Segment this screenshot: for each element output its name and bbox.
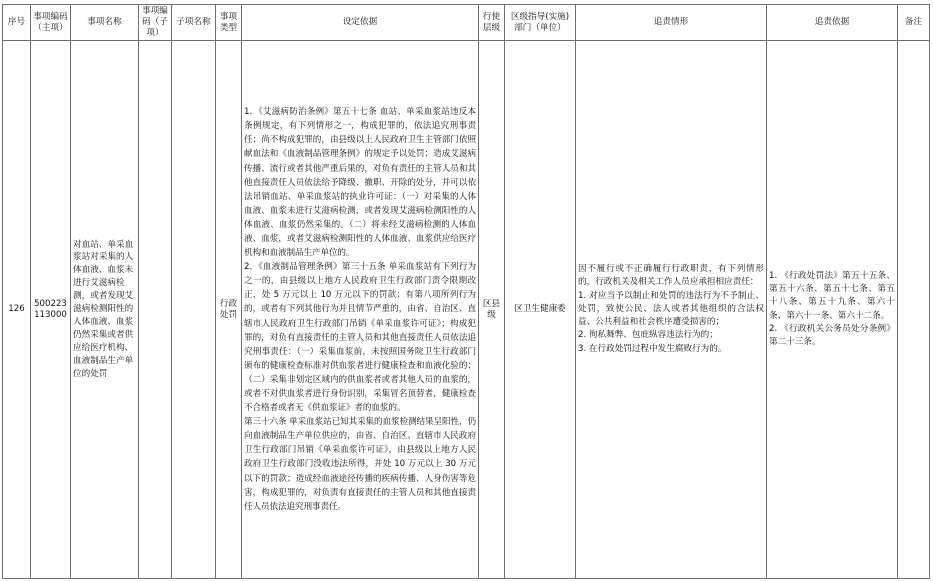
cell-subcode (139, 41, 172, 579)
header-liability: 追责情形 (576, 5, 767, 41)
cell-subname (172, 41, 216, 579)
header-remark: 备注 (898, 5, 930, 41)
table-row (3, 41, 930, 579)
liability-item: 因不履行或不正确履行行政职责，有下列情形的，行政机关及相关工作人员应承担相应责任： (578, 263, 764, 288)
liability-basis-item: 2. 《行政机关公务员处分条例》第二十三条。 (769, 323, 895, 348)
header-code: 事项编码（主项） (31, 5, 71, 41)
liability-item: 3. 在行政处罚过程中发生腐败行为的。 (578, 343, 727, 354)
liability-table (2, 4, 930, 579)
cell-remark (898, 41, 930, 579)
cell-seq: 126 (3, 41, 31, 579)
cell-level: 区县级 (479, 41, 505, 579)
cell-type: 行政处罚 (216, 41, 242, 579)
header-basis: 设定依据 (242, 5, 479, 41)
cell-dept: 区卫生健康委 (505, 41, 576, 579)
header-dept: 区级指导(实施)部门（单位） (505, 5, 576, 41)
cell-code: 500223113000 (31, 41, 71, 579)
cell-basis (242, 41, 479, 579)
cell-name: 对血站、单采血浆站对采集的人体血液、血浆未进行艾滋病检测，或者发现艾滋病检测阳性的人体血液、血浆仍然采集或者供应给医疗机构、血液制品生产单位的处罚 (71, 41, 139, 579)
liability-basis-item: 1. 《行政处罚法》第五十五条、第五十六条、第五十七条、第五十八条、第五十九条、第六十条、第六十一条、第六十二条。 (769, 270, 895, 321)
liability-item: 2. 徇私舞弊、包庇纵容违法行为的； (578, 330, 718, 341)
header-subcode: 事项编码（子项） (139, 5, 172, 41)
header-liability-basis: 追责依据 (767, 5, 898, 41)
header-seq: 序号 (3, 5, 31, 41)
header-name: 事项名称 (71, 5, 139, 41)
liability-item: 1. 对应当予以制止和处罚的违法行为不予制止、处罚，致使公民、法人或者其他组织的合法权益、公共利益和社会秩序遭受损害的； (578, 290, 764, 328)
basis-paragraph: 第三十六条 单采血浆站已知其采集的血浆检测结果呈阳性，仍向血液制品生产单位供应的，由省、自治区、直辖市人民政府卫生行政部门吊销《单采血浆许可证》，由县级以上地方人民政府卫生行政部门没收违法所得，并处 10 万元以上 30 万元以下的罚款；造成经血液途径传播的疾病传播、人身伤害等危害，构成犯罪的，对负责有直接责任的主管人员和其他直接责任人员依法追究刑事责任。 (244, 417, 476, 512)
cell-liability-basis (767, 41, 898, 579)
header-subname: 子项名称 (172, 5, 216, 41)
header-type: 事项类型 (216, 5, 242, 41)
header-row (3, 5, 930, 41)
basis-paragraph: 2．《血液制品管理条例》第三十五条 单采血浆站有下列行为之一的，由县级以上地方人民政府卫生行政部门责令限期改正，处 5 万元以上 10 万元以下的罚款；有第八项所列行为的，或者有下列其他行为并且情节严重的，由省、自治区、直辖市人民政府卫生行政部门吊销《单采血浆许可证》；构成犯罪的，对负有直接责任的主管人员和其他直接责任人员依法追究刑事责任：（一）采集血浆前，未按照国务院卫生行政部门颁布的健康检查标准对供血浆者进行健康检查和血液化验的；（二）采集非划定区域内的供血浆者或者其他人员的血浆的，或者不对供血浆者进行身份识别，采集冒名顶替者，健康检查不合格者或者无《供血浆证》者的血浆的。 (244, 262, 476, 414)
cell-liability (576, 41, 767, 579)
header-level: 行使层级 (479, 5, 505, 41)
basis-paragraph: 1．《艾滋病防治条例》第五十七条 血站、单采血浆站违反本条例规定，有下列情形之一，构成犯罪的，依法追究刑事责任；尚不构成犯罪的，由县级以上人民政府卫生主管部门依照献血法和《血液制品管理条例》的规定予以处罚；造成艾滋病传播、流行或者其他严重后果的，对负有责任的主管人员和其他直接责任人员依法给予降级、撤职、开除的处分，并可以依法吊销血站、单采血浆站的执业许可证：（一）对采集的人体血液、血浆未进行艾滋病检测，或者发现艾滋病检测阳性的人体血液、血浆仍然采集的。（二）将未经艾滋病检测的人体血液、血浆，或者艾滋病检测阳性的人体血液、血浆供应给医疗机构和血液制品生产单位的。 (244, 107, 476, 259)
